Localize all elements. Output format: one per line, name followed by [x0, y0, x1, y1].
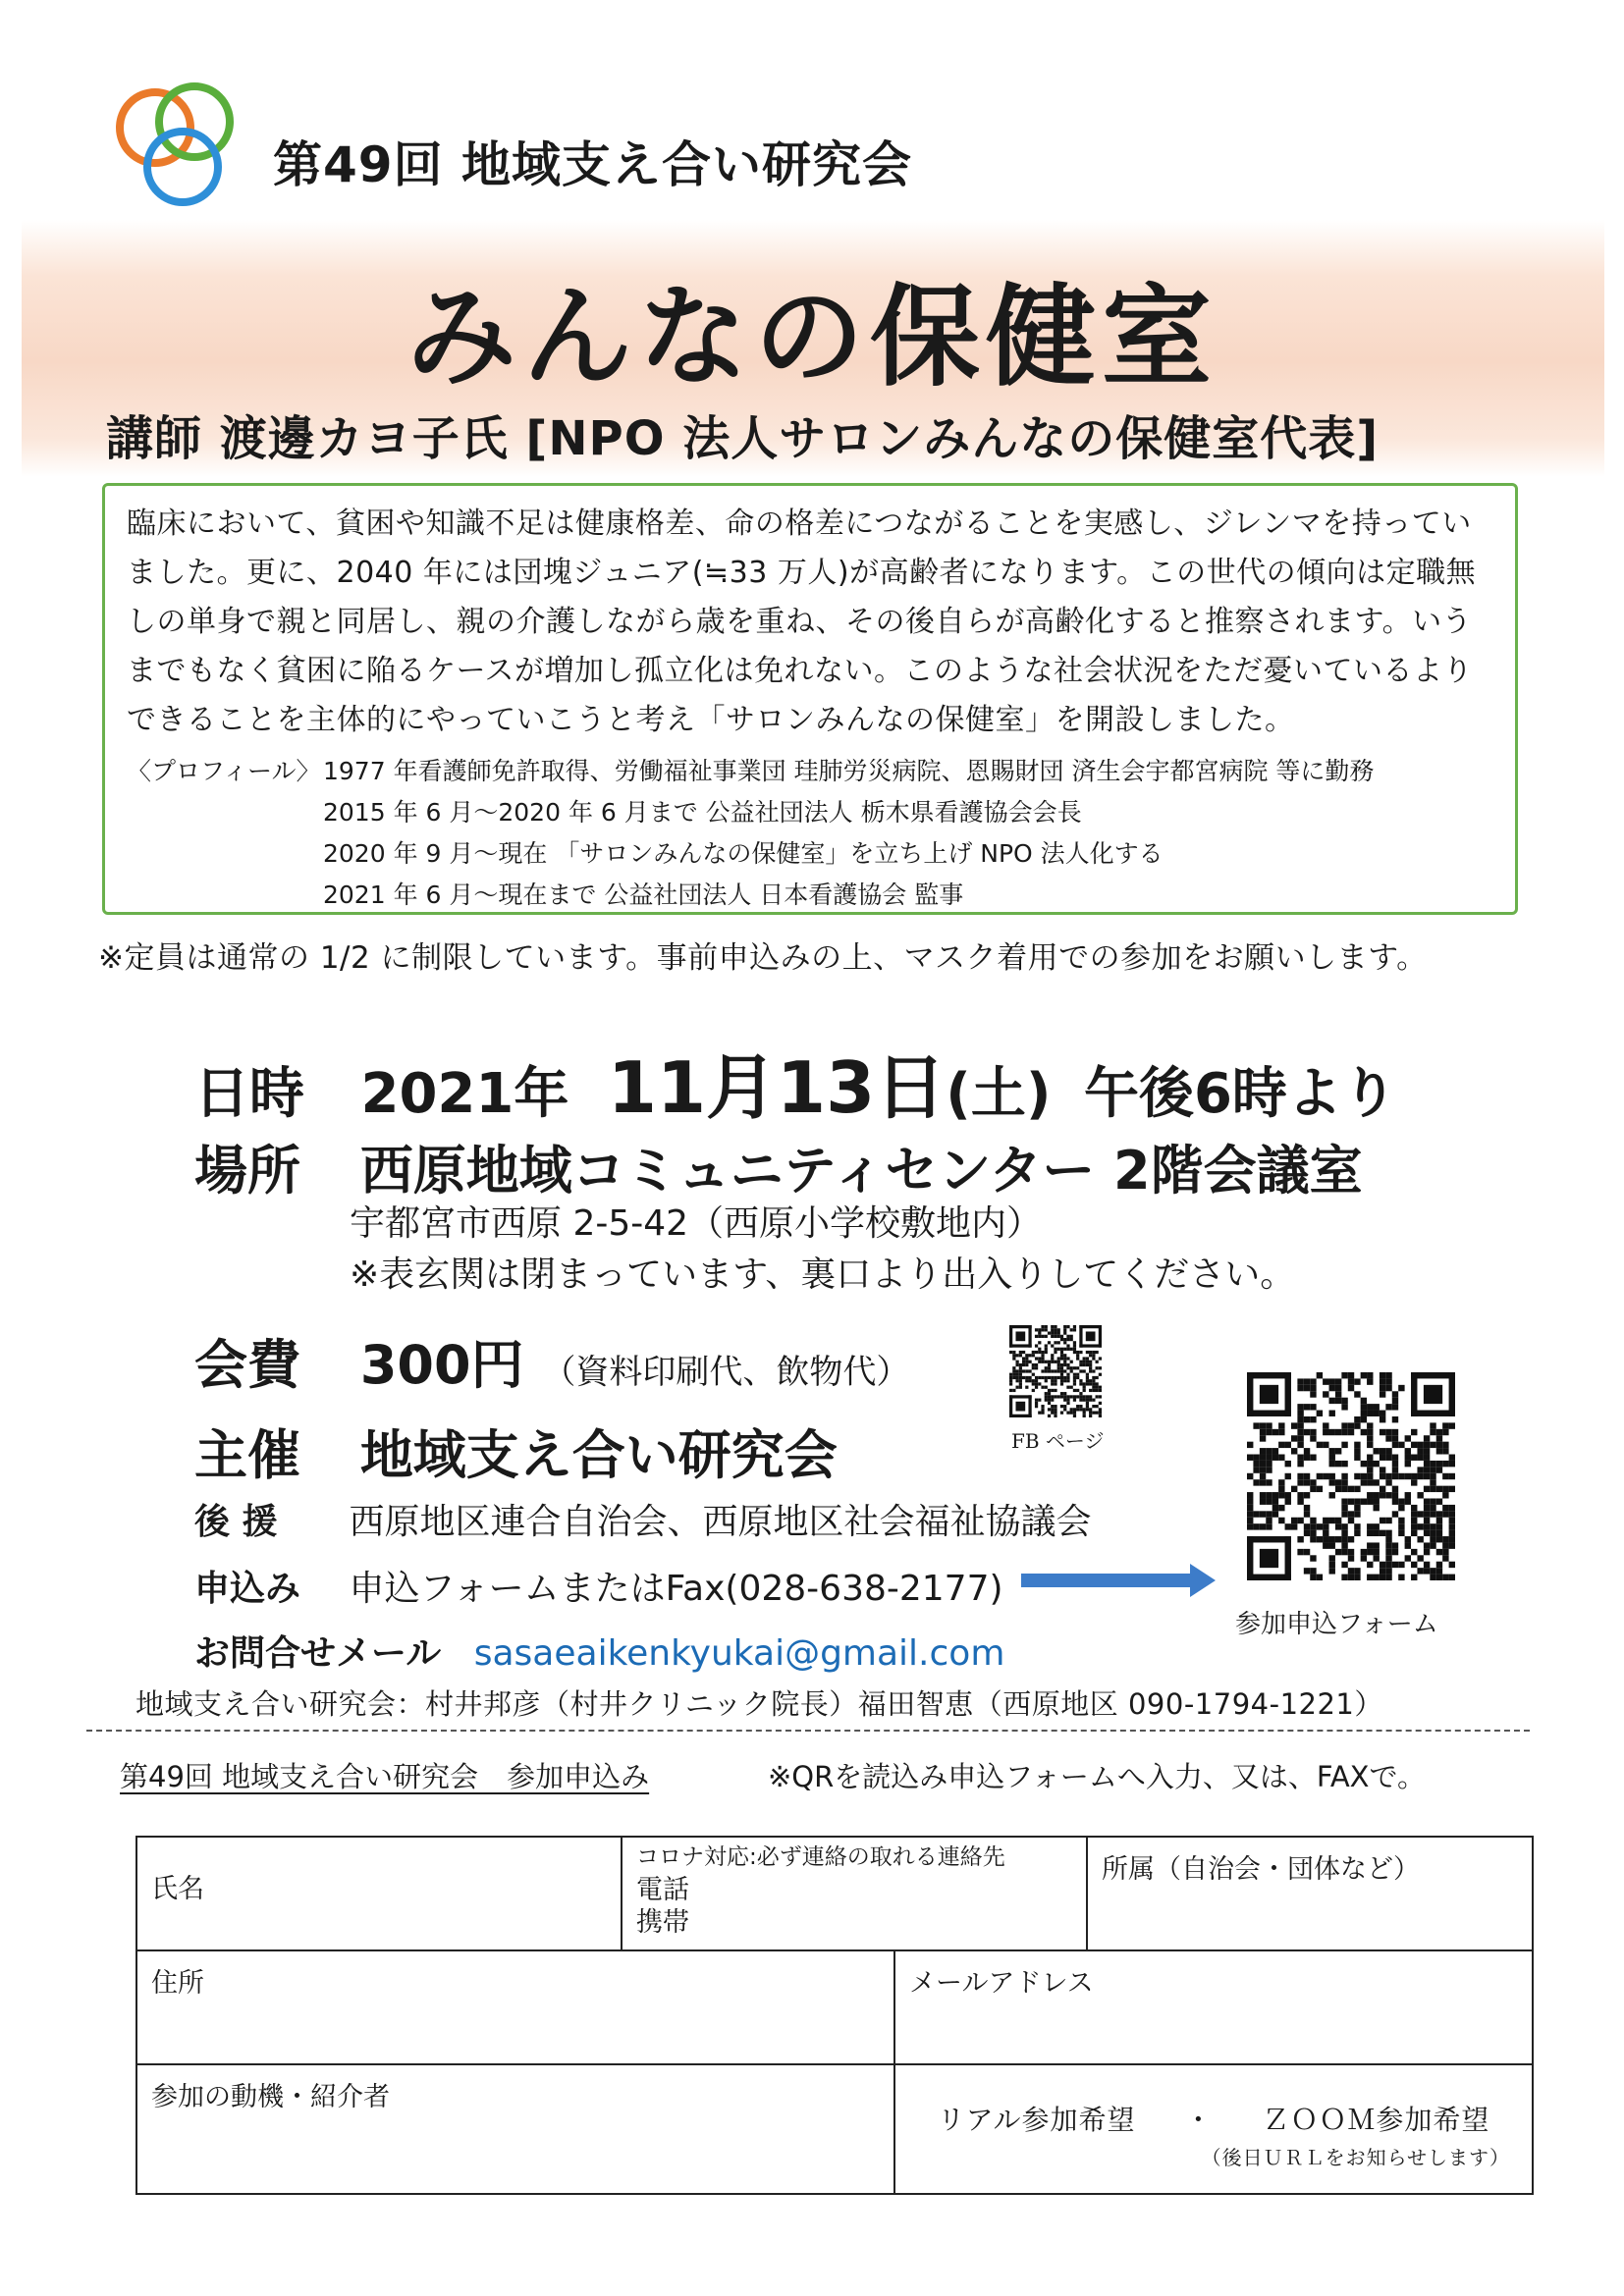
motive-field[interactable] — [137, 2065, 895, 2193]
profile-label: 〈プロフィール〉 — [127, 757, 321, 785]
form-qr-label: 参加申込フォーム — [1235, 1610, 1438, 1639]
apply-label: 申込み — [194, 1569, 301, 1609]
date-day: 11月13日 — [607, 1046, 947, 1129]
fee-row — [194, 1323, 909, 1399]
address-field[interactable] — [137, 1951, 895, 2065]
contact-label: コロナ対応:必ず連絡の取れる連絡先 — [636, 1844, 1005, 1870]
contact-field[interactable] — [623, 1838, 1088, 1951]
support-value: 西原地区連合自治会、西原地区社会福祉協議会 — [349, 1502, 1092, 1542]
profile-line: 2020 年 9 月～現在 「サロンみんなの保健室」を立ち上げ NPO 法人化する — [323, 839, 1164, 868]
place-row — [194, 1129, 1363, 1204]
support-row — [194, 1494, 1091, 1544]
apply-row — [194, 1561, 1003, 1611]
place-label: 場所 — [194, 1140, 300, 1201]
profile — [127, 751, 1493, 916]
affiliation-field[interactable] — [1088, 1838, 1532, 1951]
choice-zoom[interactable]: ＺＯＯＭ参加希望 — [1262, 2104, 1490, 2136]
motive-label: 参加の動機・紹介者 — [151, 2082, 390, 2112]
fb-qr-label: FB ページ — [1011, 1429, 1105, 1453]
address-label: 住所 — [151, 1968, 204, 1999]
participation-choice[interactable] — [895, 2065, 1532, 2193]
date-label: 日時 — [194, 1062, 304, 1126]
address-text: 宇都宮市西原 2-5-42（西原小学校敷地内） — [350, 1203, 1043, 1244]
contact-line: 地域支え合い研究会：村井邦彦（村井クリニック院長）福田智恵（西原地区 090-1794-1221） — [135, 1687, 1383, 1721]
form-instruction: ※QRを読込み申込フォームへ入力、又は、FAXで。 — [768, 1760, 1426, 1793]
form-qr-code-icon[interactable] — [1247, 1372, 1455, 1580]
affiliation-label: 所属（自治会・団体など） — [1102, 1854, 1420, 1885]
mail-row — [194, 1626, 1004, 1676]
cut-line — [86, 1730, 1530, 1732]
profile-line: 2021 年 6 月～現在まで 公益社団法人 日本看護協会 監事 — [323, 881, 964, 909]
mobile-label: 携帯 — [636, 1907, 689, 1938]
capacity-note: ※定員は通常の 1/2 に制限しています。事前申込みの上、マスク着用での参加をお願いします。 — [98, 940, 1428, 976]
series-title: 第49回 地域支え合い研究会 — [273, 136, 912, 193]
date-weekday: (土) — [946, 1062, 1052, 1126]
support-label: 後 援 — [194, 1502, 278, 1542]
application-form — [135, 1836, 1534, 2195]
email-field[interactable] — [895, 1951, 1532, 2065]
apply-value: 申込フォームまたはFax(028-638-2177) — [349, 1569, 1003, 1609]
place-value: 西原地域コミュニティセンター 2階会議室 — [359, 1140, 1363, 1201]
entrance-note: ※表玄関は閉まっています、裏口より出入りしてください。 — [350, 1255, 1296, 1295]
description-text: 臨床において、貧困や知識不足は健康格差、命の格差につながることを実感し、ジレンマを持っていました。更に、2040 年には団塊ジュニア(≒33 万人)が高齢者になります。この世代の傾向は定職無しの単身で親と同居し、親の介護しながら歳を重ね、その後自らが高齢化すると推察されます。いうまでもなく貧困に陥るケースが増加し孤立化は免れない。このような社会状況をただ憂いているよりできることを主体的にやっていこうと考え「サロンみんなの保健室」を開設しました。 — [127, 507, 1477, 737]
date-year: 2021年 — [360, 1062, 569, 1126]
lecturer-line: 講師 渡邊カヨ子氏 [NPO 法人サロンみんなの保健室代表] — [106, 411, 1380, 466]
fee-value: 300円 — [359, 1334, 524, 1396]
main-title: みんなの保健室 — [406, 274, 1218, 401]
choice-note: （後日ＵＲＬをお知らせします） — [1201, 2146, 1510, 2169]
fee-note: （資料印刷代、飲物代） — [542, 1353, 910, 1392]
email-link[interactable]: sasaeaikenkyukai@gmail.com — [473, 1633, 1005, 1674]
host-value: 地域支え合い研究会 — [359, 1424, 838, 1486]
name-label: 氏名 — [151, 1874, 204, 1904]
host-label: 主催 — [194, 1424, 300, 1486]
host-row — [194, 1414, 838, 1489]
email-label: メールアドレス — [909, 1968, 1094, 1999]
description-box — [102, 483, 1518, 915]
profile-lines — [323, 751, 1374, 916]
phone-label: 電話 — [636, 1875, 689, 1905]
choice-real[interactable]: リアル参加希望 — [937, 2104, 1136, 2136]
name-field[interactable] — [137, 1838, 623, 1951]
mail-label: お問合せメール — [194, 1633, 442, 1674]
logo-rings-icon — [108, 77, 245, 214]
fb-qr-code-icon[interactable] — [1009, 1325, 1102, 1417]
profile-line: 2015 年 6 月～2020 年 6 月まで 公益社団法人 栃木県看護協会会長 — [323, 798, 1082, 827]
date-row — [194, 1031, 1397, 1133]
choice-separator: ・ — [1184, 2104, 1214, 2136]
arrow-right-icon — [1021, 1561, 1218, 1600]
form-title: 第49回 地域支え合い研究会 参加申込み — [120, 1760, 650, 1793]
profile-line: 1977 年看護師免許取得、労働福祉事業団 珪肺労災病院、恩賜財団 済生会宇都宮病院 等に勤務 — [323, 757, 1375, 785]
date-time: 午後6時より — [1083, 1062, 1397, 1126]
fee-label: 会費 — [194, 1334, 300, 1396]
